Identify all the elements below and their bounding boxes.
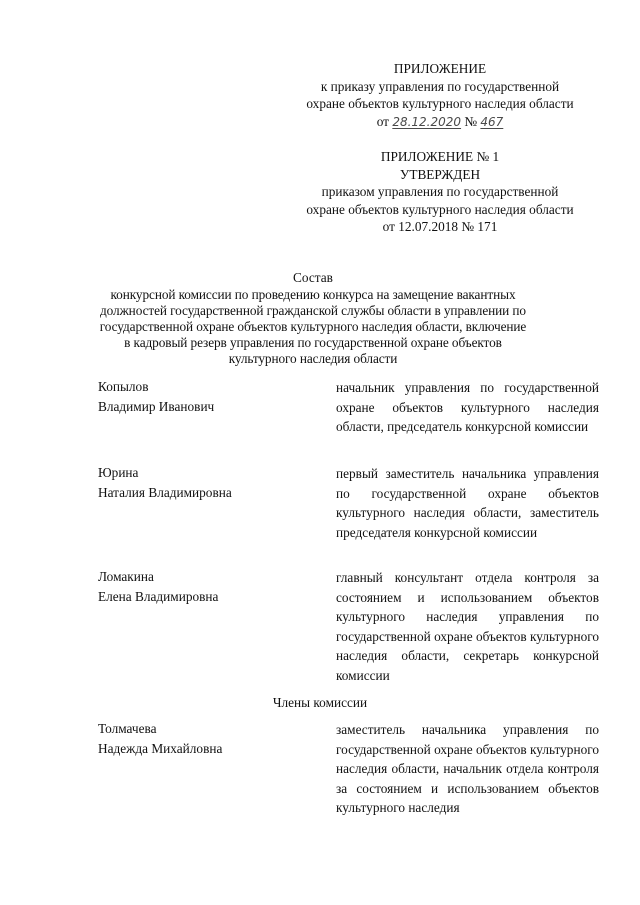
appendix-header [270, 60, 610, 132]
member-given-name: Владимир Иванович [98, 398, 215, 414]
appendix-order-line: к приказу управления по государственной [320, 78, 560, 94]
number-prefix: № [464, 113, 478, 129]
approval-order-line: охране объектов культурного наследия области [306, 201, 574, 217]
handwritten-number: 467 [480, 114, 504, 129]
document-title [98, 270, 528, 367]
member-surname: Ломакина [98, 569, 154, 584]
member-surname: Юрина [98, 465, 139, 480]
appendix-order-line: охране объектов культурного наследия области [306, 96, 574, 111]
member-position: начальник управления по государственной охране объектов культурного наследия области, председатель конкурсной комиссии [336, 380, 599, 434]
member-position: первый заместитель начальника управления по государственной охране объектов культурного наследия области, заместитель председателя конкурсной комиссии [336, 466, 599, 540]
appendix-date-line [270, 113, 610, 132]
approval-status: УТВЕРЖДЕН [399, 166, 481, 182]
title-heading: Состав [293, 270, 333, 285]
approval-order-line: приказом управления по государственной [321, 184, 559, 199]
date-prefix: от [376, 113, 389, 129]
member-name [98, 464, 318, 503]
approval-block [270, 148, 610, 236]
member-name [98, 378, 318, 417]
handwritten-date: 28.12.2020 [392, 114, 462, 129]
member-position: главный консультант отдела контроля за состоянием и использованием объектов культурного наследия управления по государственной охране объектов культурного наследия области, секретарь конкурсной комиссии [336, 570, 599, 683]
member-given-name: Надежда Михайловна [98, 740, 223, 756]
member-name [98, 720, 318, 759]
member-given-name: Елена Владимировна [98, 588, 219, 604]
member-surname: Толмачева [98, 721, 157, 736]
approval-date-line: от 12.07.2018 № 171 [382, 219, 498, 234]
appendix-label: ПРИЛОЖЕНИЕ [393, 61, 487, 76]
section-title: Члены комиссии [272, 695, 368, 710]
member-given-name: Наталия Владимировна [98, 484, 232, 500]
member-name [98, 568, 318, 607]
member-surname: Копылов [98, 379, 149, 394]
title-body: конкурсной комиссии по проведению конкурса на замещение вакантных должностей государственной гражданской службы области в управлении по государственной охране объектов культурного наследия области, включение в кадровый резерв управления по государственной охране объектов культурного наследия области [99, 287, 527, 366]
approval-appendix-label: ПРИЛОЖЕНИЕ № 1 [380, 149, 500, 164]
member-position: заместитель начальника управления по государственной охране объектов культурного наследия области, начальник отдела контроля за состоянием и использованием объектов культурного наследия [336, 722, 599, 815]
